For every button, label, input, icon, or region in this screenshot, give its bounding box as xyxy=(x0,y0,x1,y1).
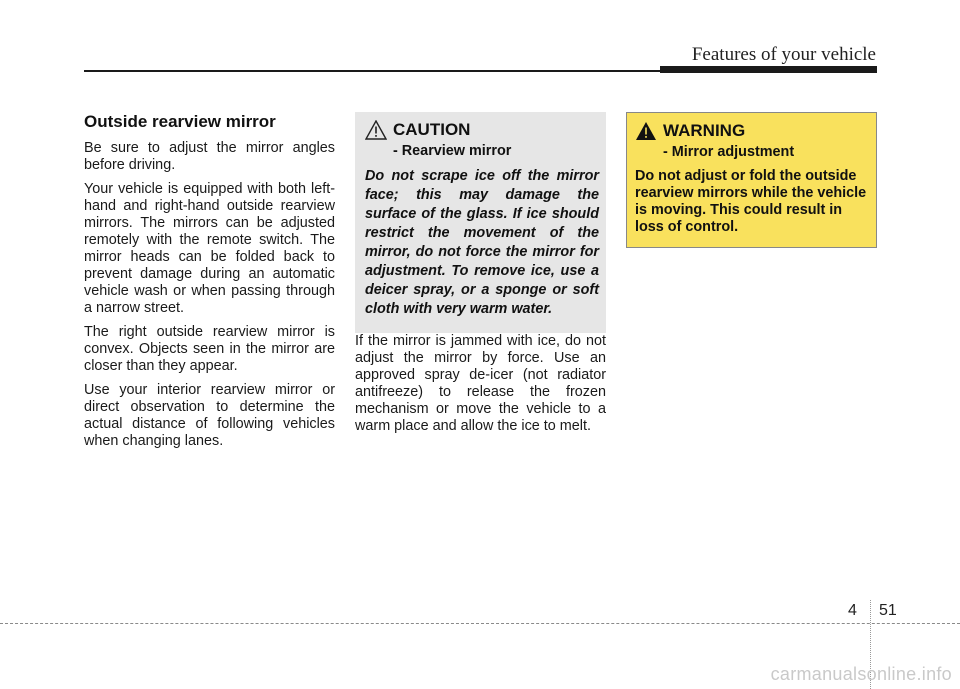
caution-text: Do not scrape ice off the mirror face; this may damage the surface of the glass. If ice should restrict the movement of the mirror, do not force the mirror for adjustment. To remove ice, use a deicer spray, or a sponge or soft cloth with very warm water. xyxy=(365,168,599,317)
warning-subtitle: - Mirror adjustment xyxy=(663,144,795,160)
caution-title: CAUTION xyxy=(393,120,471,139)
watermark-text: carmanualsonline.info xyxy=(770,664,952,684)
caution-subtitle: - Rearview mirror xyxy=(393,143,512,159)
caution-box xyxy=(355,112,606,333)
section-heading: Outside rearview mirror xyxy=(84,112,276,131)
warning-triangle-filled-icon xyxy=(635,121,657,141)
footer-rule xyxy=(0,623,960,624)
right-column xyxy=(626,112,877,248)
warning-triangle-outline-icon xyxy=(365,120,387,140)
header-rule xyxy=(84,70,662,72)
page-number: 51 xyxy=(879,602,897,619)
warning-box xyxy=(626,112,877,248)
caution-header xyxy=(365,120,599,140)
left-column xyxy=(84,112,335,457)
warning-title: WARNING xyxy=(663,121,746,140)
body-paragraph: The right outside rearview mirror is convex. Objects seen in the mirror are closer than they appear. xyxy=(84,324,335,374)
warning-header xyxy=(635,121,869,141)
body-paragraph: If the mirror is jammed with ice, do not adjust the mirror by force. Use an approved spray de-icer (not radiator antifreeze) to release the frozen mechanism or move the vehicle to a warm place and allow the ice to melt. xyxy=(355,333,606,434)
section-header-title: Features of your vehicle xyxy=(691,44,876,65)
chapter-number: 4 xyxy=(848,602,857,619)
body-paragraph: Use your interior rearview mirror or direct observation to determine the actual distance of following vehicles when changing lanes. xyxy=(84,382,335,449)
body-paragraph: Be sure to adjust the mirror angles before driving. xyxy=(84,140,335,173)
body-paragraph: Your vehicle is equipped with both left-hand and right-hand outside rearview mirrors. The mirrors can be adjusted remotely with the remote switch. The mirror heads can be folded back to prevent damage during an automatic vehicle wash or when passing through a narrow street. xyxy=(84,181,335,316)
warning-text: Do not adjust or fold the outside rearview mirrors while the vehicle is moving. This could result in loss of control. xyxy=(635,168,867,235)
header-rule-bold xyxy=(660,66,877,73)
middle-column xyxy=(355,112,606,442)
